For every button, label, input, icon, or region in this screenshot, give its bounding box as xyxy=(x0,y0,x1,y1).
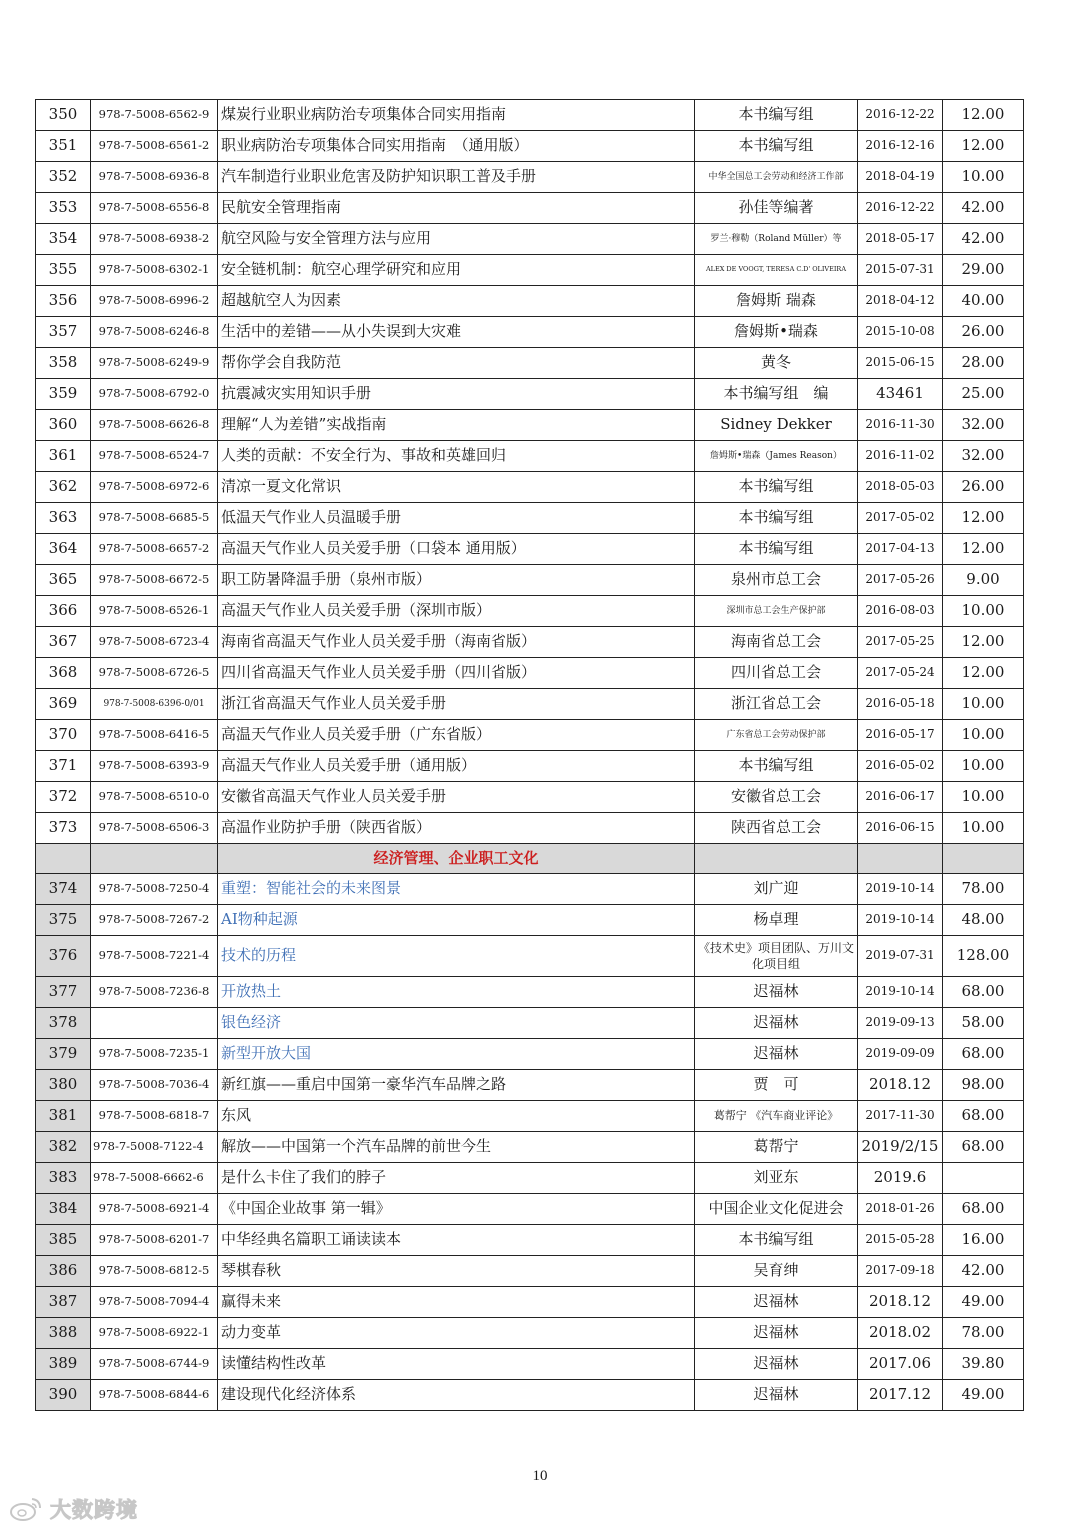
date-cell: 2018.02 xyxy=(858,1318,943,1349)
price-cell: 10.00 xyxy=(943,813,1024,844)
date-cell: 2018.12 xyxy=(858,1070,943,1101)
section-header xyxy=(36,844,1024,874)
isbn-cell: 978-7-5008-7221-4 xyxy=(91,936,218,977)
author-cell: 本书编写组 xyxy=(695,1225,858,1256)
date-cell: 2019/2/15 xyxy=(858,1132,943,1163)
price-cell: 32.00 xyxy=(943,410,1024,441)
table-row xyxy=(36,751,1024,782)
table-row xyxy=(36,565,1024,596)
row-number: 371 xyxy=(36,751,91,782)
title-cell: 东风 xyxy=(218,1101,695,1132)
title-cell: 重塑：智能社会的未来图景 xyxy=(218,874,695,905)
table-row xyxy=(36,1070,1024,1101)
catalog-rows-section xyxy=(36,874,1024,1411)
date-cell: 2015-10-08 xyxy=(858,317,943,348)
isbn-cell: 978-7-5008-6972-6 xyxy=(91,472,218,503)
row-number: 369 xyxy=(36,689,91,720)
title-cell: 琴棋春秋 xyxy=(218,1256,695,1287)
row-number: 385 xyxy=(36,1225,91,1256)
price-cell xyxy=(943,1163,1024,1194)
isbn-cell: 978-7-5008-6844-6 xyxy=(91,1380,218,1411)
price-cell: 49.00 xyxy=(943,1380,1024,1411)
isbn-cell: 978-7-5008-6556-8 xyxy=(91,193,218,224)
price-cell: 42.00 xyxy=(943,1256,1024,1287)
price-cell: 58.00 xyxy=(943,1008,1024,1039)
price-cell: 78.00 xyxy=(943,874,1024,905)
row-number: 378 xyxy=(36,1008,91,1039)
row-number: 383 xyxy=(36,1163,91,1194)
row-number: 351 xyxy=(36,131,91,162)
table-row xyxy=(36,782,1024,813)
price-cell: 98.00 xyxy=(943,1070,1024,1101)
author-cell: 中华全国总工会劳动和经济工作部 xyxy=(695,162,858,193)
row-number: 353 xyxy=(36,193,91,224)
title-cell: 高温天气作业人员关爱手册（口袋本 通用版） xyxy=(218,534,695,565)
isbn-cell: 978-7-5008-6526-1 xyxy=(91,596,218,627)
author-cell: 葛帮宁 《汽车商业评论》 xyxy=(695,1101,858,1132)
catalog-rows xyxy=(36,100,1024,844)
row-number: 374 xyxy=(36,874,91,905)
table-row xyxy=(36,348,1024,379)
price-cell: 12.00 xyxy=(943,131,1024,162)
date-cell: 2015-07-31 xyxy=(858,255,943,286)
row-number: 376 xyxy=(36,936,91,977)
price-cell: 42.00 xyxy=(943,193,1024,224)
table-row xyxy=(36,162,1024,193)
author-cell: 詹姆斯•瑞森 xyxy=(695,317,858,348)
date-cell: 2017-05-02 xyxy=(858,503,943,534)
row-number: 355 xyxy=(36,255,91,286)
author-cell: 本书编写组 xyxy=(695,100,858,131)
title-cell: 浙江省高温天气作业人员关爱手册 xyxy=(218,689,695,720)
isbn-cell: 978-7-5008-6672-5 xyxy=(91,565,218,596)
author-cell: 吴育绅 xyxy=(695,1256,858,1287)
title-cell: 赢得未来 xyxy=(218,1287,695,1318)
table-row xyxy=(36,1318,1024,1349)
table-row xyxy=(36,905,1024,936)
price-cell: 12.00 xyxy=(943,100,1024,131)
page-number: 10 xyxy=(532,1468,548,1484)
row-number: 388 xyxy=(36,1318,91,1349)
row-number: 372 xyxy=(36,782,91,813)
date-cell: 43461 xyxy=(858,379,943,410)
table-row xyxy=(36,977,1024,1008)
price-cell: 40.00 xyxy=(943,286,1024,317)
title-cell: 人类的贡献：不安全行为、事故和英雄回归 xyxy=(218,441,695,472)
table-row xyxy=(36,193,1024,224)
row-number: 379 xyxy=(36,1039,91,1070)
date-cell: 2017-05-24 xyxy=(858,658,943,689)
author-cell: 迟福林 xyxy=(695,1008,858,1039)
isbn-cell: 978-7-5008-7236-8 xyxy=(91,977,218,1008)
date-cell: 2018-04-19 xyxy=(858,162,943,193)
row-number: 360 xyxy=(36,410,91,441)
title-cell: 动力变革 xyxy=(218,1318,695,1349)
table-row xyxy=(36,1287,1024,1318)
isbn-cell: 978-7-5008-6812-5 xyxy=(91,1256,218,1287)
date-cell: 2019-10-14 xyxy=(858,874,943,905)
date-cell: 2018-05-17 xyxy=(858,224,943,255)
price-cell: 12.00 xyxy=(943,658,1024,689)
row-number: 356 xyxy=(36,286,91,317)
date-cell: 2016-08-03 xyxy=(858,596,943,627)
weibo-logo-icon xyxy=(8,1495,44,1523)
date-cell: 2017-04-13 xyxy=(858,534,943,565)
table-row xyxy=(36,1194,1024,1225)
title-cell: 高温天气作业人员关爱手册（广东省版） xyxy=(218,720,695,751)
author-cell: 本书编写组 编 xyxy=(695,379,858,410)
author-cell: 安徽省总工会 xyxy=(695,782,858,813)
isbn-cell xyxy=(91,1008,218,1039)
isbn-cell: 978-7-5008-6201-7 xyxy=(91,1225,218,1256)
isbn-cell: 978-7-5008-6506-3 xyxy=(91,813,218,844)
date-cell: 2016-11-30 xyxy=(858,410,943,441)
date-cell: 2019-10-14 xyxy=(858,977,943,1008)
price-cell: 9.00 xyxy=(943,565,1024,596)
author-cell: 迟福林 xyxy=(695,977,858,1008)
author-cell: 本书编写组 xyxy=(695,534,858,565)
date-cell: 2017.12 xyxy=(858,1380,943,1411)
price-cell: 26.00 xyxy=(943,472,1024,503)
title-cell: 高温作业防护手册（陕西省版） xyxy=(218,813,695,844)
isbn-cell: 978-7-5008-6792-0 xyxy=(91,379,218,410)
row-number: 367 xyxy=(36,627,91,658)
author-cell: 刘广迎 xyxy=(695,874,858,905)
table-row xyxy=(36,627,1024,658)
date-cell: 2018.12 xyxy=(858,1287,943,1318)
date-cell: 2016-05-02 xyxy=(858,751,943,782)
title-cell: 低温天气作业人员温暖手册 xyxy=(218,503,695,534)
author-cell: ALEX DE VOOGT, TERESA C.D' OLIVEIRA xyxy=(695,255,858,286)
isbn-cell: 978-7-5008-6249-9 xyxy=(91,348,218,379)
isbn-cell: 978-7-5008-6393-9 xyxy=(91,751,218,782)
title-cell: 职业病防治专项集体合同实用指南 （通用版） xyxy=(218,131,695,162)
table-row xyxy=(36,472,1024,503)
isbn-cell: 978-7-5008-6416-5 xyxy=(91,720,218,751)
title-cell: 技术的历程 xyxy=(218,936,695,977)
date-cell: 2016-05-18 xyxy=(858,689,943,720)
date-cell: 2016-12-16 xyxy=(858,131,943,162)
title-cell: 读懂结构性改革 xyxy=(218,1349,695,1380)
table-row xyxy=(36,1380,1024,1411)
row-number: 350 xyxy=(36,100,91,131)
author-cell: 杨卓理 xyxy=(695,905,858,936)
author-cell: 四川省总工会 xyxy=(695,658,858,689)
date-cell: 2018-01-26 xyxy=(858,1194,943,1225)
row-number: 375 xyxy=(36,905,91,936)
author-cell: 本书编写组 xyxy=(695,751,858,782)
price-cell: 16.00 xyxy=(943,1225,1024,1256)
title-cell: 汽车制造行业职业危害及防护知识职工普及手册 xyxy=(218,162,695,193)
price-cell: 39.80 xyxy=(943,1349,1024,1380)
row-number: 352 xyxy=(36,162,91,193)
row-number: 387 xyxy=(36,1287,91,1318)
row-number: 389 xyxy=(36,1349,91,1380)
price-cell: 78.00 xyxy=(943,1318,1024,1349)
date-cell: 2019-09-13 xyxy=(858,1008,943,1039)
author-cell: 本书编写组 xyxy=(695,472,858,503)
price-cell: 68.00 xyxy=(943,1132,1024,1163)
author-cell: 詹姆斯•瑞森（James Reason） xyxy=(695,441,858,472)
isbn-cell: 978-7-5008-6726-5 xyxy=(91,658,218,689)
table-row xyxy=(36,936,1024,977)
table-row xyxy=(36,1008,1024,1039)
author-cell: 陕西省总工会 xyxy=(695,813,858,844)
title-cell: 高温天气作业人员关爱手册（通用版） xyxy=(218,751,695,782)
date-cell: 2016-12-22 xyxy=(858,193,943,224)
price-cell: 32.00 xyxy=(943,441,1024,472)
price-cell: 26.00 xyxy=(943,317,1024,348)
row-number: 364 xyxy=(36,534,91,565)
row-number: 366 xyxy=(36,596,91,627)
row-number: 384 xyxy=(36,1194,91,1225)
isbn-cell: 978-7-5008-6524-7 xyxy=(91,441,218,472)
price-cell: 12.00 xyxy=(943,627,1024,658)
price-cell: 68.00 xyxy=(943,977,1024,1008)
price-cell: 68.00 xyxy=(943,1194,1024,1225)
isbn-cell: 978-7-5008-6396-0/01 xyxy=(91,689,218,720)
isbn-cell: 978-7-5008-7036-4 xyxy=(91,1070,218,1101)
section-title: 经济管理、企业职工文化 xyxy=(218,844,695,874)
author-cell: 中国企业文化促进会 xyxy=(695,1194,858,1225)
table-row xyxy=(36,534,1024,565)
isbn-cell: 978-7-5008-6562-9 xyxy=(91,100,218,131)
title-cell: 安全链机制：航空心理学研究和应用 xyxy=(218,255,695,286)
author-cell: 贾 可 xyxy=(695,1070,858,1101)
row-number: 382 xyxy=(36,1132,91,1163)
title-cell: 帮你学会自我防范 xyxy=(218,348,695,379)
title-cell: 新红旗——重启中国第一豪华汽车品牌之路 xyxy=(218,1070,695,1101)
table-row xyxy=(36,813,1024,844)
author-cell: Sidney Dekker xyxy=(695,410,858,441)
row-number: 359 xyxy=(36,379,91,410)
title-cell: 理解“人为差错”实战指南 xyxy=(218,410,695,441)
date-cell: 2019.6 xyxy=(858,1163,943,1194)
price-cell: 128.00 xyxy=(943,936,1024,977)
price-cell: 25.00 xyxy=(943,379,1024,410)
date-cell: 2018-04-12 xyxy=(858,286,943,317)
title-cell: 是什么卡住了我们的脖子 xyxy=(218,1163,695,1194)
table-row xyxy=(36,658,1024,689)
date-cell: 2017.06 xyxy=(858,1349,943,1380)
isbn-cell: 978-7-5008-6561-2 xyxy=(91,131,218,162)
author-cell: 本书编写组 xyxy=(695,503,858,534)
isbn-cell: 978-7-5008-6626-8 xyxy=(91,410,218,441)
row-number: 377 xyxy=(36,977,91,1008)
date-cell: 2017-05-25 xyxy=(858,627,943,658)
isbn-cell: 978-7-5008-6744-9 xyxy=(91,1349,218,1380)
table-row xyxy=(36,503,1024,534)
title-cell: 民航安全管理指南 xyxy=(218,193,695,224)
price-cell: 10.00 xyxy=(943,162,1024,193)
table-row xyxy=(36,596,1024,627)
title-cell: 新型开放大国 xyxy=(218,1039,695,1070)
table-row xyxy=(36,410,1024,441)
title-cell: 生活中的差错——从小失误到大灾难 xyxy=(218,317,695,348)
date-cell: 2018-05-03 xyxy=(858,472,943,503)
title-cell: 建设现代化经济体系 xyxy=(218,1380,695,1411)
price-cell: 10.00 xyxy=(943,720,1024,751)
table-row xyxy=(36,100,1024,131)
price-cell: 12.00 xyxy=(943,503,1024,534)
title-cell: 解放——中国第一个汽车品牌的前世今生 xyxy=(218,1132,695,1163)
isbn-cell: 978-7-5008-7267-2 xyxy=(91,905,218,936)
table-row xyxy=(36,317,1024,348)
author-cell: 迟福林 xyxy=(695,1349,858,1380)
row-number: 386 xyxy=(36,1256,91,1287)
row-number: 361 xyxy=(36,441,91,472)
table-row xyxy=(36,1225,1024,1256)
price-cell: 10.00 xyxy=(943,782,1024,813)
isbn-cell: 978-7-5008-6246-8 xyxy=(91,317,218,348)
author-cell: 黄冬 xyxy=(695,348,858,379)
price-cell: 29.00 xyxy=(943,255,1024,286)
isbn-cell: 978-7-5008-6510-0 xyxy=(91,782,218,813)
title-cell: 海南省高温天气作业人员关爱手册（海南省版） xyxy=(218,627,695,658)
author-cell: 迟福林 xyxy=(695,1287,858,1318)
price-cell: 10.00 xyxy=(943,751,1024,782)
isbn-cell: 978-7-5008-6922-1 xyxy=(91,1318,218,1349)
row-number: 373 xyxy=(36,813,91,844)
author-cell: 泉州市总工会 xyxy=(695,565,858,596)
date-cell: 2015-06-15 xyxy=(858,348,943,379)
title-cell: 超越航空人为因素 xyxy=(218,286,695,317)
table-row xyxy=(36,1101,1024,1132)
table-row xyxy=(36,1256,1024,1287)
isbn-cell: 978-7-5008-6685-5 xyxy=(91,503,218,534)
row-number: 370 xyxy=(36,720,91,751)
title-cell: 开放热土 xyxy=(218,977,695,1008)
table-row xyxy=(36,1163,1024,1194)
isbn-cell: 978-7-5008-6921-4 xyxy=(91,1194,218,1225)
row-number: 368 xyxy=(36,658,91,689)
price-cell: 49.00 xyxy=(943,1287,1024,1318)
title-cell: 银色经济 xyxy=(218,1008,695,1039)
price-cell: 48.00 xyxy=(943,905,1024,936)
row-number: 354 xyxy=(36,224,91,255)
row-number: 362 xyxy=(36,472,91,503)
row-number: 381 xyxy=(36,1101,91,1132)
title-cell: 四川省高温天气作业人员关爱手册（四川省版） xyxy=(218,658,695,689)
date-cell: 2016-06-15 xyxy=(858,813,943,844)
author-cell: 迟福林 xyxy=(695,1039,858,1070)
title-cell: 清凉一夏文化常识 xyxy=(218,472,695,503)
title-cell: AI物种起源 xyxy=(218,905,695,936)
author-cell: 海南省总工会 xyxy=(695,627,858,658)
isbn-cell: 978-7-5008-6938-2 xyxy=(91,224,218,255)
author-cell: 《技术史》项目团队、万川文化项目组 xyxy=(695,936,858,977)
row-number: 380 xyxy=(36,1070,91,1101)
author-cell: 本书编写组 xyxy=(695,131,858,162)
author-cell: 罗兰·穆勒（Roland Müller）等 xyxy=(695,224,858,255)
table-row xyxy=(36,1039,1024,1070)
watermark-text: 大数跨境 xyxy=(50,1498,138,1522)
title-cell: 航空风险与安全管理方法与应用 xyxy=(218,224,695,255)
author-cell: 深圳市总工会生产保护部 xyxy=(695,596,858,627)
date-cell: 2016-11-02 xyxy=(858,441,943,472)
date-cell: 2016-12-22 xyxy=(858,100,943,131)
price-cell: 42.00 xyxy=(943,224,1024,255)
author-cell: 广东省总工会劳动保护部 xyxy=(695,720,858,751)
title-cell: 抗震减灾实用知识手册 xyxy=(218,379,695,410)
author-cell: 刘亚东 xyxy=(695,1163,858,1194)
date-cell: 2017-11-30 xyxy=(858,1101,943,1132)
isbn-cell: 978-7-5008-6936-8 xyxy=(91,162,218,193)
isbn-cell: 978-7-5008-7094-4 xyxy=(91,1287,218,1318)
isbn-cell: 978-7-5008-6302-1 xyxy=(91,255,218,286)
price-cell: 68.00 xyxy=(943,1101,1024,1132)
author-cell: 詹姆斯 瑞森 xyxy=(695,286,858,317)
isbn-cell: 978-7-5008-6657-2 xyxy=(91,534,218,565)
price-cell: 12.00 xyxy=(943,534,1024,565)
author-cell: 孙佳等编著 xyxy=(695,193,858,224)
date-cell: 2015-05-28 xyxy=(858,1225,943,1256)
table-row xyxy=(36,720,1024,751)
table-row xyxy=(36,379,1024,410)
author-cell: 葛帮宁 xyxy=(695,1132,858,1163)
price-cell: 10.00 xyxy=(943,596,1024,627)
date-cell: 2017-09-18 xyxy=(858,1256,943,1287)
row-number: 365 xyxy=(36,565,91,596)
title-cell: 煤炭行业职业病防治专项集体合同实用指南 xyxy=(218,100,695,131)
table-row xyxy=(36,689,1024,720)
date-cell: 2017-05-26 xyxy=(858,565,943,596)
title-cell: 《中国企业故事 第一辑》 xyxy=(218,1194,695,1225)
date-cell: 2016-06-17 xyxy=(858,782,943,813)
isbn-cell: 978-7-5008-7122-4 xyxy=(91,1132,218,1163)
isbn-cell: 978-7-5008-7235-1 xyxy=(91,1039,218,1070)
isbn-cell: 978-7-5008-6662-6 xyxy=(91,1163,218,1194)
title-cell: 安徽省高温天气作业人员关爱手册 xyxy=(218,782,695,813)
date-cell: 2016-05-17 xyxy=(858,720,943,751)
author-cell: 浙江省总工会 xyxy=(695,689,858,720)
isbn-cell: 978-7-5008-6996-2 xyxy=(91,286,218,317)
price-cell: 10.00 xyxy=(943,689,1024,720)
date-cell: 2019-10-14 xyxy=(858,905,943,936)
table-row xyxy=(36,874,1024,905)
table-row xyxy=(36,441,1024,472)
date-cell: 2019-09-09 xyxy=(858,1039,943,1070)
book-catalog-table xyxy=(35,99,1024,1411)
isbn-cell: 978-7-5008-6818-7 xyxy=(91,1101,218,1132)
date-cell: 2019-07-31 xyxy=(858,936,943,977)
table-row xyxy=(36,286,1024,317)
price-cell: 28.00 xyxy=(943,348,1024,379)
table-row xyxy=(36,224,1024,255)
author-cell: 迟福林 xyxy=(695,1318,858,1349)
title-cell: 中华经典名篇职工诵读读本 xyxy=(218,1225,695,1256)
row-number: 357 xyxy=(36,317,91,348)
price-cell: 68.00 xyxy=(943,1039,1024,1070)
table-row xyxy=(36,255,1024,286)
table-row xyxy=(36,1132,1024,1163)
isbn-cell: 978-7-5008-6723-4 xyxy=(91,627,218,658)
isbn-cell: 978-7-5008-7250-4 xyxy=(91,874,218,905)
row-number: 363 xyxy=(36,503,91,534)
title-cell: 高温天气作业人员关爱手册（深圳市版） xyxy=(218,596,695,627)
row-number: 358 xyxy=(36,348,91,379)
table-row xyxy=(36,1349,1024,1380)
table-row xyxy=(36,131,1024,162)
author-cell: 迟福林 xyxy=(695,1380,858,1411)
row-number: 390 xyxy=(36,1380,91,1411)
watermark xyxy=(8,1494,138,1524)
title-cell: 职工防暑降温手册（泉州市版） xyxy=(218,565,695,596)
